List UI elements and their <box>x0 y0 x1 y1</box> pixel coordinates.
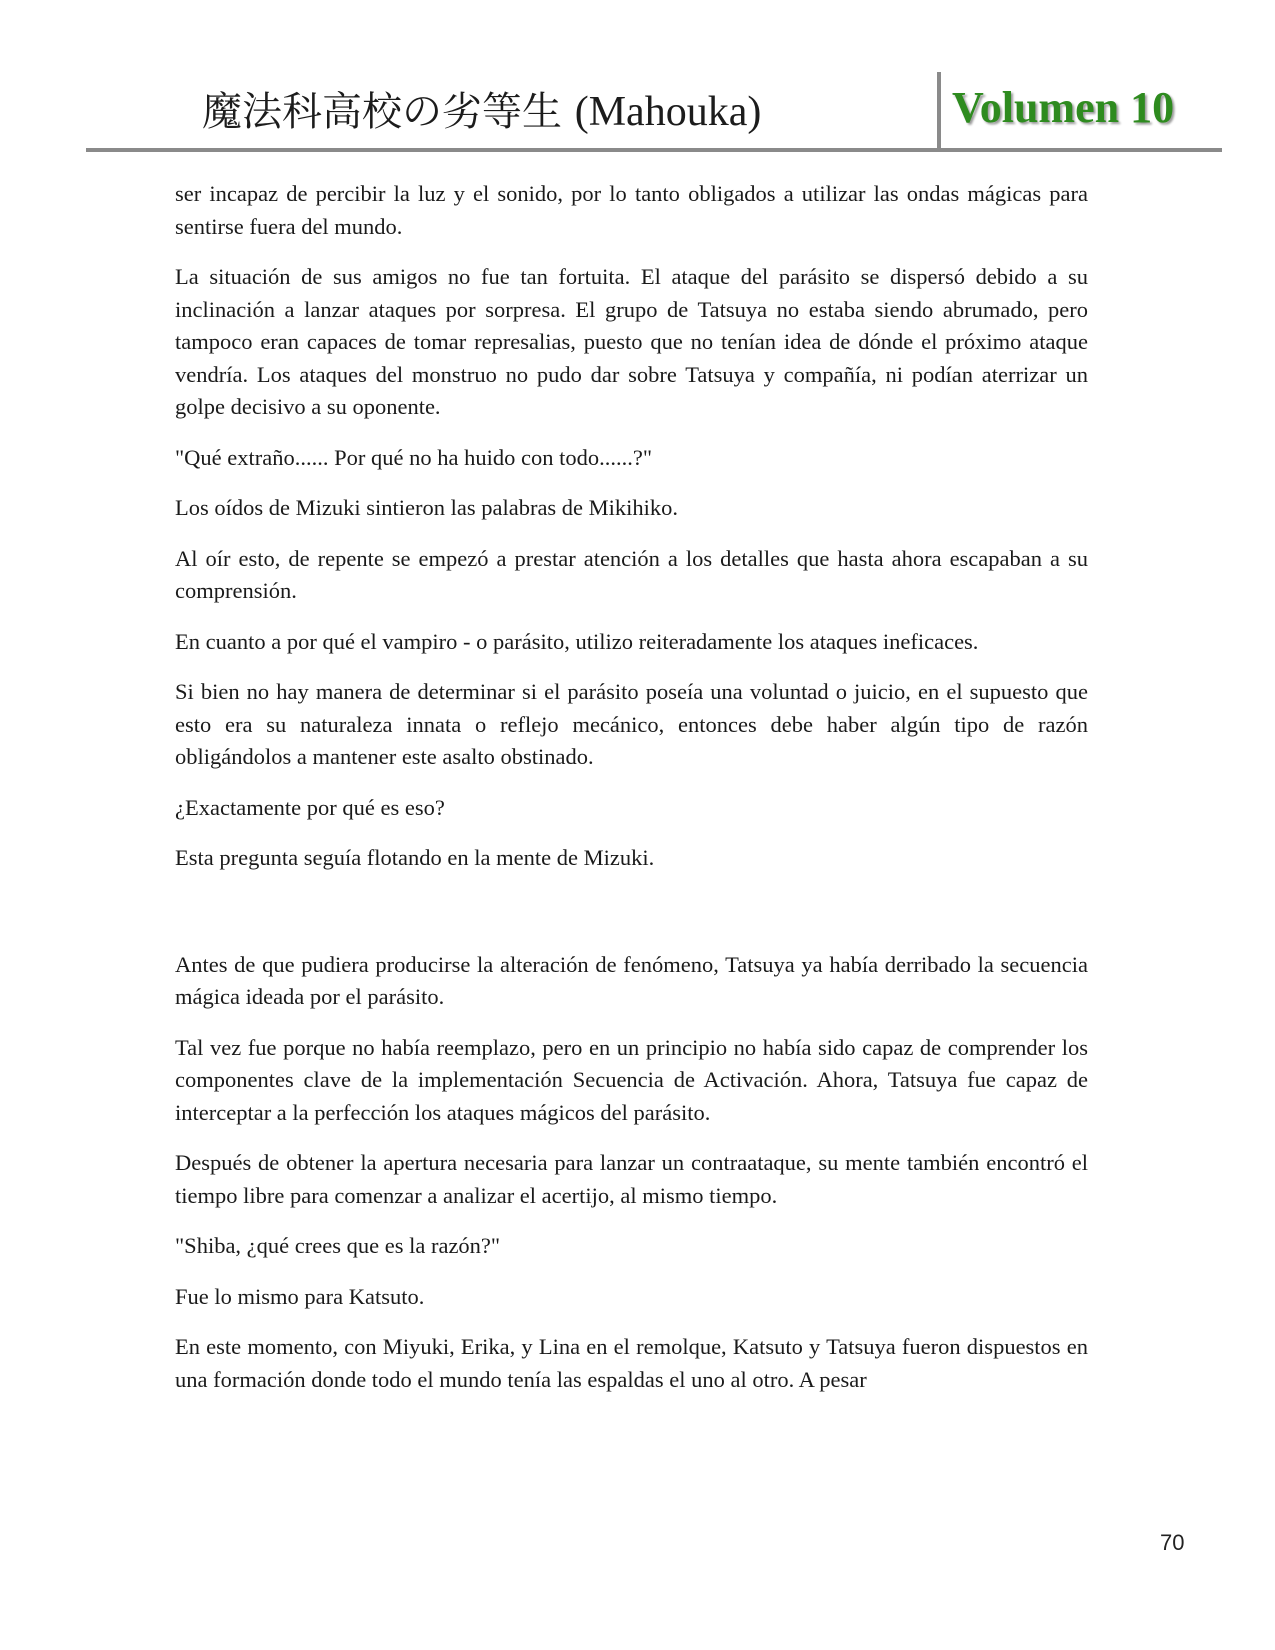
paragraph: ser incapaz de percibir la luz y el sonido, por lo tanto obligados a utilizar las ondas mágicas para sentirse fuera del mundo. <box>175 181 1088 239</box>
paragraph: Antes de que pudiera producirse la alteración de fenómeno, Tatsuya ya había derribado la secuencia mágica ideada por el parásito. <box>175 951 1088 1009</box>
paragraph: ¿Exactamente por qué es eso? <box>175 794 445 820</box>
paragraph: Después de obtener la apertura necesaria para lanzar un contraataque, su mente también encontró el tiempo libre para comenzar a analizar el acertijo, al mismo tiempo. <box>175 1150 1088 1208</box>
header-rule <box>86 148 1222 152</box>
volume-label: Volumen 10 <box>952 83 1175 132</box>
paragraph: Al oír esto, de repente se empezó a prestar atención a los detalles que hasta ahora escapaban a su comprensión. <box>175 545 1088 603</box>
paragraph: "Qué extraño...... Por qué no ha huido con todo......?" <box>175 444 653 470</box>
paragraph: En este momento, con Miyuki, Erika, y Lina en el remolque, Katsuto y Tatsuya fueron dispuestos en una formación donde todo el mundo tenía las espaldas el uno al otro. A pesar <box>175 1334 1088 1392</box>
paragraph: "Shiba, ¿qué crees que es la razón?" <box>175 1233 501 1258</box>
header-separator <box>937 72 941 150</box>
book-title-japanese: 魔法科高校の劣等生 <box>202 89 562 135</box>
paragraph: Los oídos de Mizuki sintieron las palabras de Mikihiko. <box>175 495 679 520</box>
paragraph: La situación de sus amigos no fue tan fortuita. El ataque del parásito se dispersó debido a su inclinación a lanzar ataques por sorpresa. El grupo de Tatsuya no estaba siendo abrumado, pero tampoco eran capaces de tomar represalias, puesto que no tenían idea de dónde el próximo ataque vendría. Los ataques del monstruo no pudo dar sobre Tatsuya y compañía, ni podían aterrizar un golpe decisivo a su oponente. <box>175 264 1088 419</box>
page-header <box>86 72 1222 150</box>
paragraph: Si bien no hay manera de determinar si el parásito poseía una voluntad o juicio, en el supuesto que esto era su naturaleza innata o reflejo mecánico, entonces debe haber algún tipo de razón obligándolos a mantener este asalto obstinado. <box>175 679 1088 769</box>
book-title <box>202 86 761 138</box>
page-number: 70 <box>1160 1530 1185 1555</box>
paragraph: En cuanto a por qué el vampiro - o parásito, utilizo reiteradamente los ataques ineficaces. <box>175 628 979 654</box>
paragraph: Fue lo mismo para Katsuto. <box>175 1283 425 1309</box>
paragraph: Esta pregunta seguía flotando en la mente de Mizuki. <box>175 845 655 870</box>
book-title-latin: (Mahouka) <box>574 89 762 135</box>
page-body <box>175 178 1088 1414</box>
paragraph: Tal vez fue porque no había reemplazo, pero en un principio no había sido capaz de comprender los componentes clave de la implementación Secuencia de Activación. Ahora, Tatsuya fue capaz de interceptar a la perfección los ataques mágicos del parásito. <box>175 1034 1088 1125</box>
